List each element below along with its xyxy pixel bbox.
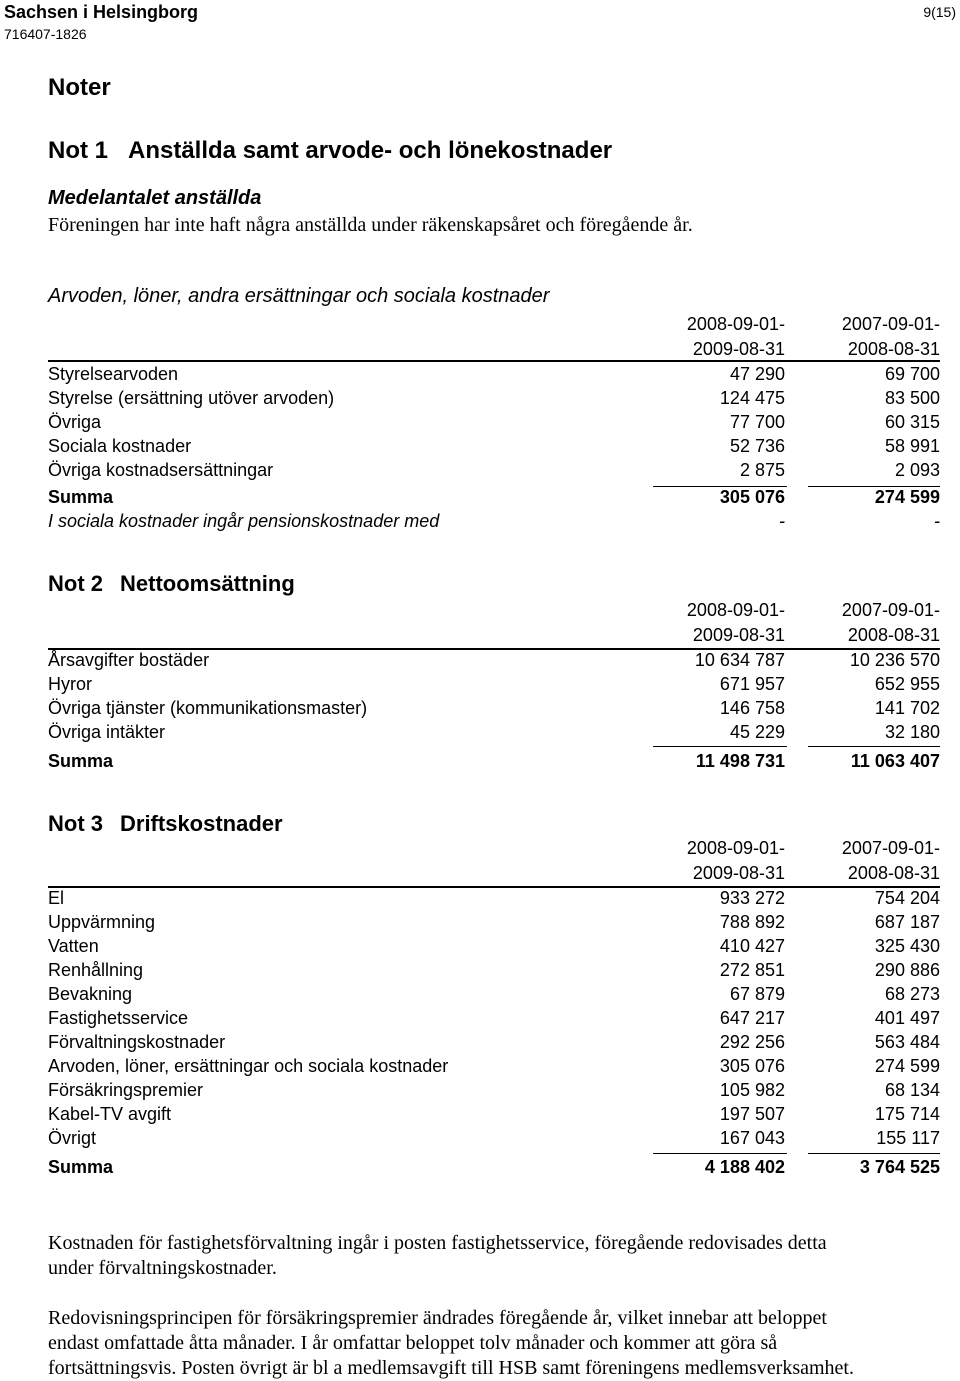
col1-period-start: 2008-09-01- (686, 314, 785, 334)
note2-title: Nettoomsättning (120, 571, 295, 596)
row-value-current: 292 256 (719, 1032, 785, 1052)
sum-row (48, 485, 940, 509)
table-row (48, 1078, 940, 1102)
row-label: Övriga (48, 412, 102, 432)
paragraph-line: fortsättningsvis. Posten övrigt är bl a medlemsavgift till HSB samt föreningens medlemsverksamhet. (48, 1357, 854, 1379)
table-header-row (48, 312, 940, 337)
row-value-current: 10 634 787 (694, 650, 785, 670)
row-value-previous: 325 430 (874, 936, 940, 956)
sum-row (48, 749, 940, 773)
row-value-previous: 563 484 (874, 1032, 940, 1052)
row-value-previous: 274 599 (874, 1056, 940, 1076)
table-row (48, 696, 940, 720)
row-label: Förvaltningskostnader (48, 1032, 226, 1052)
row-value-previous: 290 886 (874, 960, 940, 980)
col1-period-end: 2009-08-31 (692, 339, 785, 359)
col2-period-start: 2007-09-01- (841, 314, 940, 334)
table-header-row (48, 836, 940, 861)
pension-row (48, 509, 940, 533)
row-label: Fastighetsservice (48, 1008, 189, 1028)
sum-label: Summa (48, 751, 114, 771)
table-row (48, 1054, 940, 1078)
sum-value-previous: 3 764 525 (859, 1157, 940, 1177)
row-value-current: 77 700 (729, 412, 785, 432)
col2-period-end: 2008-08-31 (847, 863, 940, 883)
row-label: Renhållning (48, 960, 144, 980)
row-value-previous: 68 134 (884, 1080, 940, 1100)
table-row (48, 886, 940, 910)
row-value-previous: 32 180 (884, 722, 940, 742)
paragraph-line: Kostnaden för fastighetsförvaltning ingår i posten fastighetsservice, föregående redovisades detta (48, 1232, 827, 1254)
row-label: Övriga tjänster (kommunikationsmaster) (48, 698, 368, 718)
row-value-previous: 652 955 (874, 674, 940, 694)
row-value-current: 105 982 (719, 1080, 785, 1100)
table-row (48, 672, 940, 696)
row-value-previous: 2 093 (894, 460, 940, 480)
sum-rule-current (653, 1153, 787, 1154)
row-value-previous: 141 702 (874, 698, 940, 718)
row-value-current: 67 879 (729, 984, 785, 1004)
row-label: Styrelse (ersättning utöver arvoden) (48, 388, 335, 408)
header-rule (48, 648, 940, 650)
pension-value-current: - (779, 511, 785, 531)
paragraph-line: under förvaltningskostnader. (48, 1257, 277, 1279)
sum-value-current: 305 076 (719, 487, 785, 507)
note1-table (48, 312, 940, 533)
table-header-row (48, 623, 940, 648)
sum-label: Summa (48, 487, 114, 507)
paragraph-line: endast omfattade åtta månader. I år omfattar beloppet tolv månader och kommer att göra så (48, 1332, 778, 1354)
table-header-row (48, 598, 940, 623)
row-value-current: 146 758 (719, 698, 785, 718)
table-row (48, 1126, 940, 1150)
organization-name: Sachsen i Helsingborg (4, 2, 199, 22)
row-value-previous: 69 700 (884, 364, 940, 384)
row-value-current: 197 507 (719, 1104, 785, 1124)
table-row (48, 982, 940, 1006)
row-label: Hyror (48, 674, 92, 694)
row-label: El (48, 888, 65, 908)
row-label: Uppvärmning (48, 912, 156, 932)
paragraph-management-costs (48, 1231, 940, 1281)
note3-heading (48, 811, 283, 837)
pension-label: I sociala kostnader ingår pensionskostnader med (48, 511, 440, 531)
row-value-current: 124 475 (719, 388, 785, 408)
sum-value-previous: 274 599 (874, 487, 940, 507)
row-value-current: 47 290 (729, 364, 785, 384)
col2-period-start: 2007-09-01- (841, 838, 940, 858)
note1-subtitle: Medelantalet anställda (48, 187, 262, 209)
row-value-previous: 58 991 (884, 436, 940, 456)
sum-value-current: 11 498 731 (695, 751, 785, 771)
col2-period-end: 2008-08-31 (847, 339, 940, 359)
row-label: Bevakning (48, 984, 133, 1004)
row-value-current: 2 875 (739, 460, 785, 480)
sum-rule-previous (808, 1153, 940, 1154)
table-header-row (48, 861, 940, 886)
sum-row (48, 1155, 940, 1179)
sum-label: Summa (48, 1157, 114, 1177)
table-row (48, 1102, 940, 1126)
row-value-current: 305 076 (719, 1056, 785, 1076)
row-label: Vatten (48, 936, 99, 956)
row-label: Övriga intäkter (48, 722, 166, 742)
row-label: Övrigt (48, 1128, 97, 1148)
row-label: Arvoden, löner, ersättningar och sociala kostnader (48, 1056, 449, 1076)
row-label: Kabel-TV avgift (48, 1104, 172, 1124)
row-value-current: 671 957 (719, 674, 785, 694)
table-row (48, 1006, 940, 1030)
note2-table (48, 598, 940, 773)
sum-rule-previous (808, 746, 940, 747)
table-row (48, 934, 940, 958)
col2-period-start: 2007-09-01- (841, 600, 940, 620)
row-value-current: 647 217 (719, 1008, 785, 1028)
header-rule (48, 360, 940, 362)
col1-period-end: 2009-08-31 (692, 625, 785, 645)
sum-rule-previous (808, 486, 940, 487)
note2-number: Not 2 (48, 571, 103, 596)
note2-heading (48, 571, 295, 597)
row-value-previous: 68 273 (884, 984, 940, 1004)
table-row (48, 434, 940, 458)
table-row (48, 410, 940, 434)
row-value-previous: 687 187 (874, 912, 940, 932)
table-header-row (48, 337, 940, 362)
note3-title: Driftskostnader (120, 811, 283, 836)
table-row (48, 910, 940, 934)
row-value-current: 933 272 (719, 888, 785, 908)
table-row (48, 458, 940, 482)
row-value-previous: 401 497 (874, 1008, 940, 1028)
row-value-current: 410 427 (719, 936, 785, 956)
row-label: Övriga kostnadsersättningar (48, 460, 274, 480)
notes-title: Noter (48, 74, 111, 101)
pension-value-previous: - (934, 511, 940, 531)
col1-period-end: 2009-08-31 (692, 863, 785, 883)
table-row (48, 1030, 940, 1054)
row-value-current: 272 851 (719, 960, 785, 980)
col1-period-start: 2008-09-01- (686, 600, 785, 620)
sum-rule-current (653, 746, 787, 747)
row-value-previous: 754 204 (874, 888, 940, 908)
row-label: Sociala kostnader (48, 436, 192, 456)
row-value-previous: 83 500 (884, 388, 940, 408)
col2-period-end: 2008-08-31 (847, 625, 940, 645)
row-value-previous: 175 714 (874, 1104, 940, 1124)
table-row (48, 958, 940, 982)
sum-rule-current (653, 486, 787, 487)
note1-table-title: Arvoden, löner, andra ersättningar och sociala kostnader (48, 285, 550, 307)
page-number: 9(15) (923, 4, 956, 20)
row-value-current: 52 736 (729, 436, 785, 456)
table-row (48, 720, 940, 744)
row-label: Styrelsearvoden (48, 364, 179, 384)
row-value-current: 167 043 (719, 1128, 785, 1148)
note1-number: Not 1 (48, 137, 108, 164)
paragraph-line: Redovisningsprincipen för försäkringspremier ändrades föregående år, vilket innebar att beloppet (48, 1307, 827, 1329)
note3-number: Not 3 (48, 811, 103, 836)
note1-subtext: Föreningen har inte haft några anställda under räkenskapsåret och föregående år. (48, 214, 693, 236)
note1-heading (48, 137, 612, 165)
sum-value-previous: 11 063 407 (850, 751, 940, 771)
table-row (48, 362, 940, 386)
table-row (48, 386, 940, 410)
row-value-previous: 60 315 (884, 412, 940, 432)
row-label: Årsavgifter bostäder (48, 650, 210, 670)
note1-title: Anställda samt arvode- och lönekostnader (128, 137, 613, 164)
row-value-current: 788 892 (719, 912, 785, 932)
sum-value-current: 4 188 402 (704, 1157, 785, 1177)
row-value-previous: 155 117 (876, 1128, 940, 1148)
table-row (48, 648, 940, 672)
row-value-previous: 10 236 570 (849, 650, 940, 670)
organization-id: 716407-1826 (4, 26, 87, 42)
header-rule (48, 886, 940, 888)
col1-period-start: 2008-09-01- (686, 838, 785, 858)
row-label: Försäkringspremier (48, 1080, 204, 1100)
paragraph-insurance-principle (48, 1306, 940, 1381)
row-value-current: 45 229 (729, 722, 785, 742)
